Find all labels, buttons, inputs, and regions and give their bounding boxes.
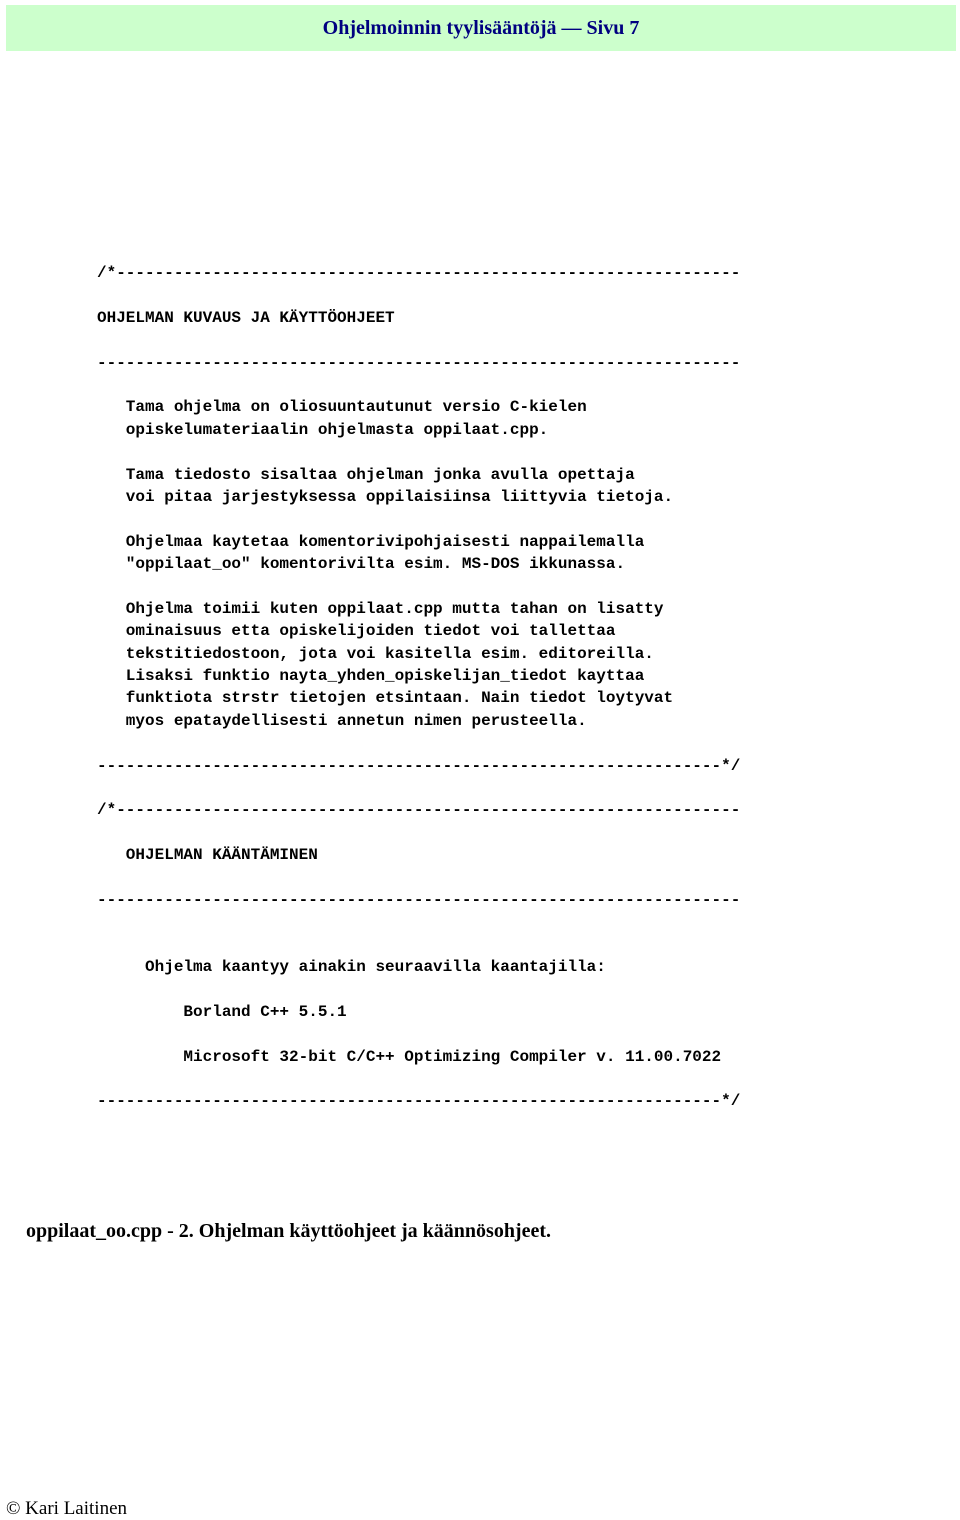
code-line [97,329,740,351]
code-line: Tama ohjelma on oliosuuntautunut versio C-kielen [97,398,587,417]
code-line: ------------------------------------------------------------------- [97,890,741,909]
figure-caption: oppilaat_oo.cpp - 2. Ohjelman käyttöohjeet ja käännösohjeet. [26,1220,552,1242]
code-line [97,979,740,1001]
code-line [97,911,740,933]
code-line: Microsoft 32-bit C/C++ Optimizing Compiler v. 11.00.7022 [97,1047,722,1066]
code-line: Ohjelmaa kaytetaa komentorivipohjaisesti nappailemalla [97,532,645,551]
code-line: opiskelumateriaalin ohjelmasta oppilaat.cpp. [97,420,549,439]
code-line: OHJELMAN KUVAUS JA KÄYTTÖOHJEET [97,308,395,327]
page-header [6,5,956,51]
code-line [97,867,740,889]
code-line [97,441,740,463]
code-line: /*----------------------------------------------------------------- [97,264,741,282]
code-line: OHJELMAN KÄÄNTÄMINEN [97,846,318,865]
code-line: Tama tiedosto sisaltaa ohjelman jonka avulla opettaja [97,465,635,484]
code-line [97,508,740,530]
page-title: Ohjelmoinnin tyylisääntöjä — Sivu 7 [322,16,640,39]
code-line: /*----------------------------------------------------------------- [97,801,741,820]
code-line: -----------------------------------------------------------------*/ [97,756,741,775]
code-line: -----------------------------------------------------------------*/ [97,1092,741,1111]
code-line [97,822,740,844]
code-line [97,777,740,799]
code-line [97,934,740,956]
code-line [97,374,740,396]
code-line: Ohjelma kaantyy ainakin seuraavilla kaantajilla: [97,958,606,977]
code-line [97,575,740,597]
code-line: ominaisuus etta opiskelijoiden tiedot voi tallettaa [97,622,616,641]
code-listing [97,262,740,1113]
code-line: Ohjelma toimii kuten oppilaat.cpp mutta tahan on lisatty [97,599,664,618]
code-line: voi pitaa jarjestyksessa oppilaisiinsa liittyvia tietoja. [97,487,674,506]
code-line: Lisaksi funktio nayta_yhden_opiskelijan_tiedot kayttaa [97,667,645,686]
code-line [97,1068,740,1090]
code-line: myos epataydellisesti annetun nimen perusteella. [97,711,587,730]
code-line [97,1023,740,1045]
code-line: Borland C++ 5.5.1 [97,1002,347,1021]
code-line: ------------------------------------------------------------------- [97,353,741,372]
code-line: tekstitiedostoon, jota voi kasitella esim. editoreilla. [97,644,654,663]
copyright-footer: © Kari Laitinen [6,1498,128,1519]
code-line [97,732,740,754]
code-line: "oppilaat_oo" komentorivilta esim. MS-DOS ikkunassa. [97,555,626,574]
code-line: funktiota strstr tietojen etsintaan. Nain tiedot loytyvat [97,689,674,708]
code-line [97,284,740,306]
